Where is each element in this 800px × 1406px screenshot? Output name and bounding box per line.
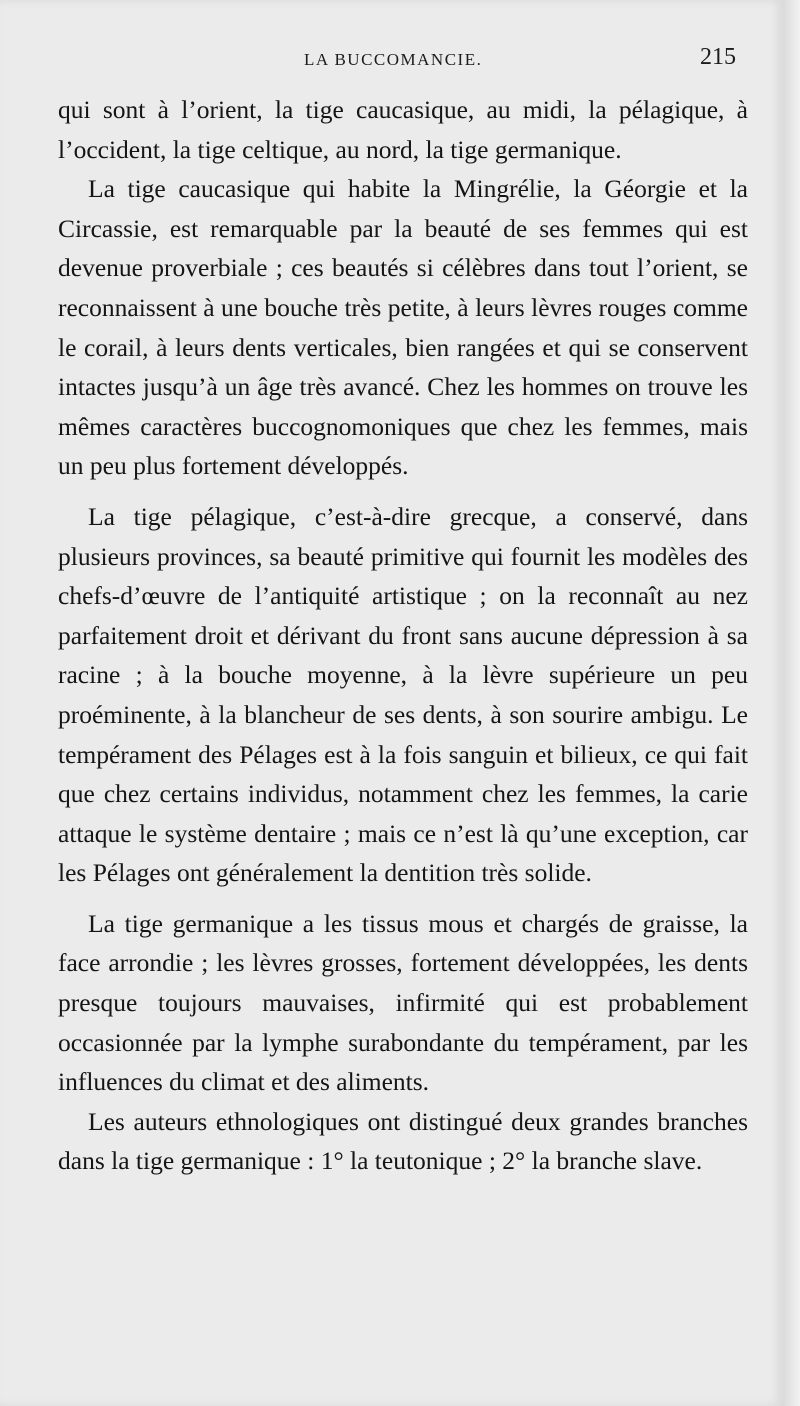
page-number: 215 [700,44,736,70]
body-text [58,90,748,1181]
page-edge [784,0,800,1406]
paragraph-germanic-stem: La tige germanique a les tissus mous et chargés de graisse, la face arrondie ; les lèvres grosses, fortement développées, les dents presque toujours mauvaises, infirmité qui est probablement occasionnée par la lymphe surabondante du tempérament, par les influences du climat et des aliments. [58,908,748,1097]
paragraph-caucasian-stem: La tige caucasique qui habite la Mingrélie, la Géorgie et la Circassie, est remarquable par la beauté de ses femmes qui est devenue proverbiale ; ces beautés si célèbres dans tout l’orient, se reconnaissent à une bouche très petite, à leurs lèvres rouges comme le corail, à leurs dents verticales, bien rangées et qui se conservent intactes jusqu’à un âge très avancé. Chez les hommes on trouve les mêmes caractères buccognomoniques que chez les femmes, mais un peu plus fortement développés. [58,174,748,481]
page-header [60,44,740,74]
paragraph-continuation: qui sont à l’orient, la tige caucasique, au midi, la pélagique, à l’occident, la tige celtique, au nord, la tige germanique. [58,95,748,164]
paragraph-germanic-branches: Les auteurs ethnologiques ont distingué deux grandes branches dans la tige germanique : 1° la teutonique ; 2° la branche slave. [58,1106,748,1176]
paragraph-pelagic-stem: La tige pélagique, c’est-à-dire grecque, a conservé, dans plusieurs provinces, sa beauté primitive qui fournit les modèles des chefs-d’œuvre de l’antiquité artistique ; on la reconnaît au nez parfaitement droit et dérivant du front sans aucune dépression à sa racine ; à la bouche moyenne, à la lèvre supérieure un peu proéminente, à la blancheur de ses dents, à son sourire ambigu. Le tempérament des Pélages est à la fois sanguin et bilieux, ce qui fait que chez certains individus, notamment chez les femmes, la carie attaque le système dentaire ; mais ce n’est là qu’une exception, car les Pélages ont généralement la dentition très solide. [58,501,748,888]
running-head: LA BUCCOMANCIE. [304,50,483,69]
